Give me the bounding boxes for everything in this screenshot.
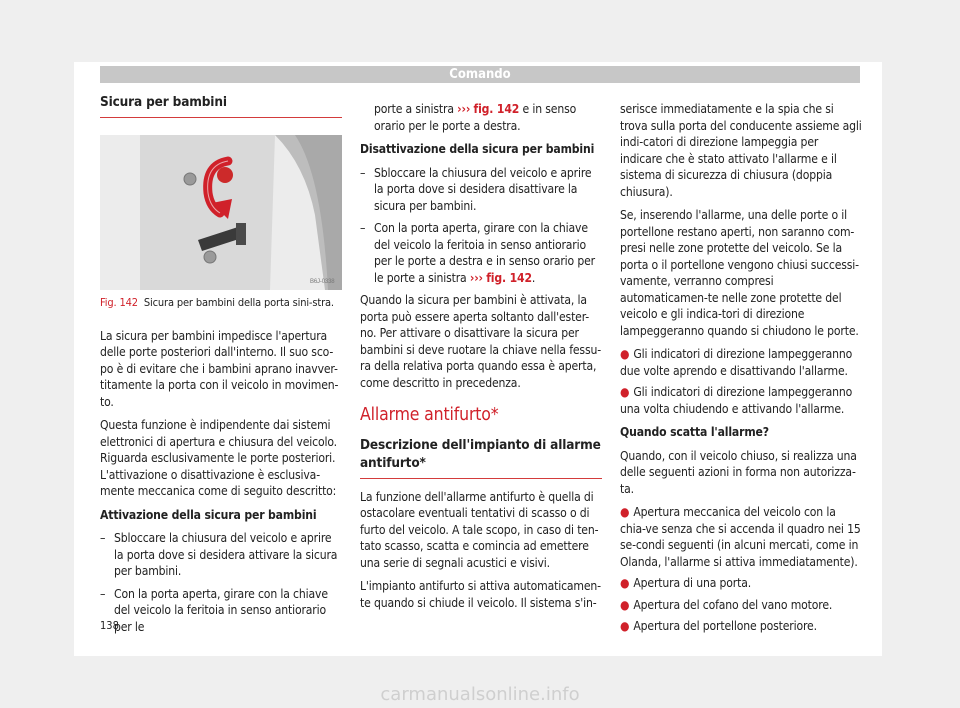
column-3 <box>620 101 862 640</box>
bullet-icon: ● <box>620 597 630 612</box>
figure-ref: Fig. 142 <box>100 295 138 309</box>
list-item: – Sbloccare la chiusura del veicolo e aprire la porta dove si desidera attivare la sicura per bambini. <box>100 531 338 578</box>
watermark: carmanualsonline.info <box>380 684 580 705</box>
list-item-continued: porte a sinistra ››› fig. 142 e in senso orario per le porte a destra. <box>374 102 577 133</box>
bullet-item: ● Gli indicatori di direzione lampeggeranno una volta chiudendo e attivando l'allarme. <box>620 385 853 416</box>
cross-ref-fig[interactable]: fig. 142 <box>473 102 520 116</box>
bullet-item: ● Apertura meccanica del veicolo con la chia-ve senza che si accenda il quadro nei 15 se-condi seguenti (in alcuni mercati, come in Olanda, l'allarme si attiva immediatamente). <box>620 505 861 569</box>
subheading-activation: Attivazione della sicura per bambini <box>100 507 317 522</box>
subheading-trigger: Quando scatta l'allarme? <box>620 425 769 439</box>
list-item: – Con la porta aperta, girare con la chiave del veicolo la feritoia in senso antiorario per le <box>100 586 328 634</box>
paragraph: Quando la sicura per bambini è attivata, la porta può essere aperta soltanto dall'ester-no. Per attivare o disattivare la sicura per bambini si deve ruotare la chiave nella fessu-ra della relativa porta quando essa è aperta, come descritto in precedenza. <box>360 293 601 390</box>
subheading-deactivation: Disattivazione della sicura per bambini <box>360 142 595 156</box>
paragraph: La funzione dell'allarme antifurto è quella di ostacolare eventuali tentativi di scasso o di furto del veicolo. A tale scopo, in caso di ten-tato scasso, scatta e comincia ad emettere una serie di segnali acustici e visivi. <box>360 489 599 570</box>
bullet-icon: ● <box>620 576 630 590</box>
paragraph: Questa funzione è indipendente dai sistemi elettronici di apertura e chiusura del veicolo. Riguarda esclusivamente le porte posteriori. L'attivazione o disattivazione è esclusiva-mente meccanica come di seguito descritto: <box>100 418 337 498</box>
child-lock-illustration <box>100 135 342 290</box>
cross-ref-fig[interactable]: fig. 142 <box>486 270 532 285</box>
page-number: 138 <box>100 619 119 632</box>
bullet-item: ● Apertura del cofano del vano motore. <box>620 597 833 612</box>
column-2 <box>360 101 602 618</box>
bullet-icon: ● <box>620 347 630 361</box>
section-title: Sicura per bambini <box>100 94 342 118</box>
bullet-icon: ● <box>620 385 630 399</box>
bullet-item: ● Apertura del portellone posteriore. <box>620 619 817 633</box>
bullet-icon: ● <box>620 505 630 519</box>
bullet-icon: ● <box>620 619 630 633</box>
list-item: – Con la porta aperta, girare con la chiave del veicolo la feritoia in senso antiorario per le porte a destra e in senso orario per le porte a sinistra ››› fig. 142. <box>360 221 595 285</box>
column-1 <box>100 94 342 641</box>
paragraph: La sicura per bambini impedisce l'apertura delle porte posteriori dall'interno. Il suo sco-po è di evitare che i bambini aprano inavver-titamente la porta con il veicolo in movimen-to. <box>100 328 339 409</box>
bullet-item: ● Apertura di una porta. <box>620 576 752 590</box>
paragraph: L'impianto antifurto si attiva automaticamen-te quando si chiude il veicolo. Il sistema s'in- <box>360 579 601 610</box>
alarm-heading: Allarme antifurto* <box>360 405 499 425</box>
caption-text: Sicura per bambini della porta sini-stra. <box>143 295 334 309</box>
paragraph: serisce immediatamente e la spia che si trova sulla porta del conducente assieme agli indi-catori di direzione lampeggia per indicare che è stato attivato l'allarme e il sistema di sicurezza di chiusura (doppia chiusura). <box>620 102 862 199</box>
cross-ref-arrow[interactable]: ››› <box>469 270 483 285</box>
paragraph: Quando, con il veicolo chiuso, si realizza una delle seguenti azioni in forma non autorizza-ta. <box>620 448 857 496</box>
list-item: – Sbloccare la chiusura del veicolo e aprire la porta dove si desidera disattivare la sicura per bambini. <box>360 165 592 213</box>
figure-code: B6J-0338 <box>310 278 335 285</box>
chapter-header: Comando <box>100 66 860 83</box>
paragraph: Se, inserendo l'allarme, una delle porte o il portellone restano aperti, non saranno com-presi nelle zone protette del veicolo. Se la porta o il portellone vengono chiusi successi-vamente, verranno compresi automaticamen-te nelle zone protette del veicolo e gli indica-tori di direzione lampeggeranno quando si chiudono le porte. <box>620 208 859 338</box>
figure-child-lock <box>100 135 342 290</box>
figure-caption <box>100 296 342 310</box>
alarm-subheading: Descrizione dell'impianto di allarme antifurto* <box>360 436 602 479</box>
bullet-item: ● Gli indicatori di direzione lampeggeranno due volte aprendo e disattivando l'allarme. <box>620 347 853 378</box>
cross-ref-arrow[interactable]: ››› <box>457 102 471 116</box>
